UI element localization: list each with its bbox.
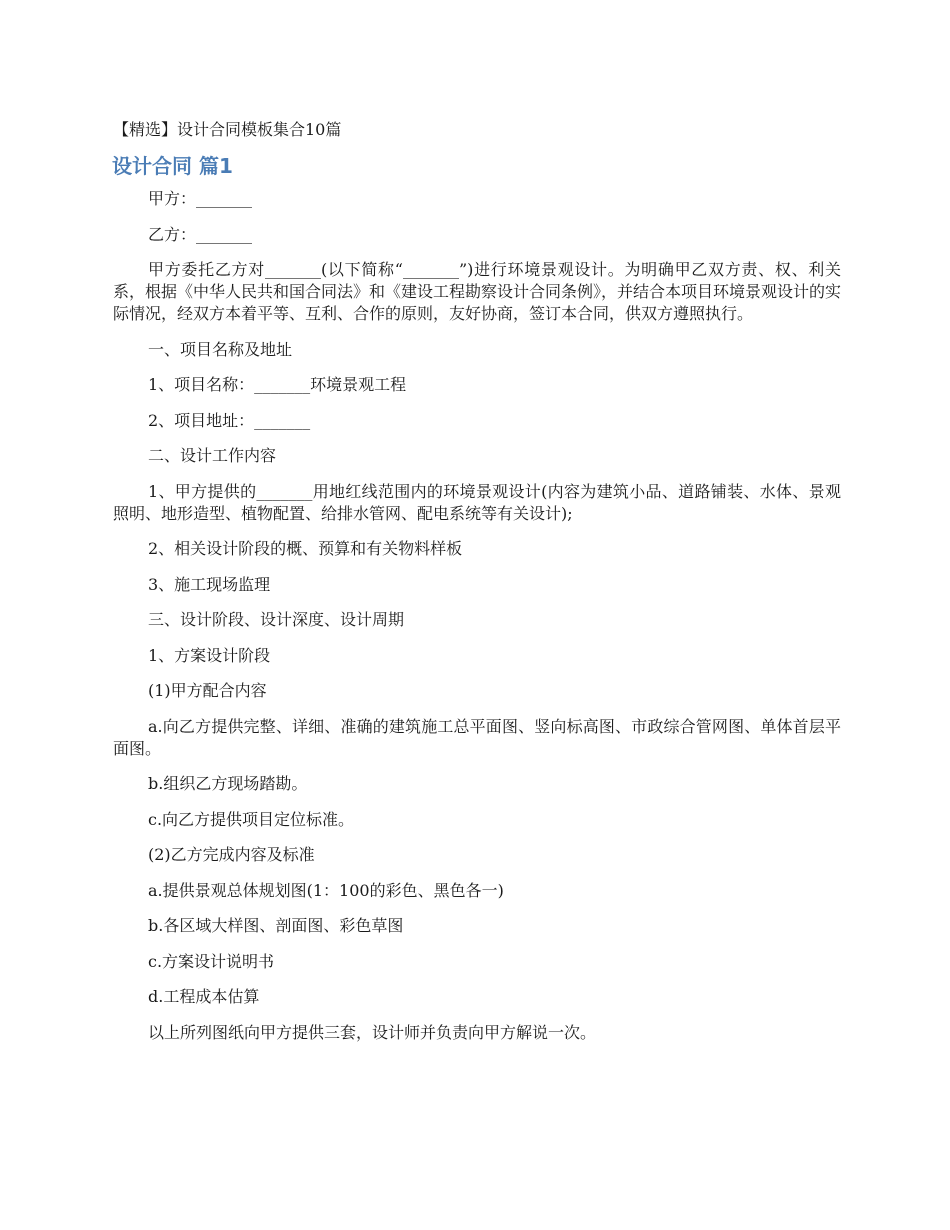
clause-heading-1: 一、项目名称及地址 bbox=[148, 339, 293, 359]
clause-item: 1、方案设计阶段 bbox=[148, 645, 271, 665]
clause-item: 2、项目地址：_______ bbox=[148, 410, 311, 430]
clause-heading-2: 二、设计工作内容 bbox=[148, 446, 277, 465]
clause-subitem: a.提供景观总体规划图(1：100的彩色、黑色各一) bbox=[148, 880, 504, 900]
party-b-line: 乙方：_______ bbox=[148, 224, 253, 244]
clause-subitem: b.各区域大样图、剖面图、彩色草图 bbox=[148, 916, 404, 935]
clause-subitem: b.组织乙方现场踏勘。 bbox=[148, 774, 308, 793]
clause-subitem: d.工程成本估算 bbox=[148, 987, 260, 1006]
clause-subitem: 以上所列图纸向甲方提供三套，设计师并负责向甲方解说一次。 bbox=[148, 1022, 597, 1042]
clause-subitem: a.向乙方提供完整、详细、准确的建筑施工总平面图、竖向标高图、市政综合管网图、单体首层平面图。 bbox=[113, 716, 841, 758]
clause-subitem: (2)乙方完成内容及标准 bbox=[148, 845, 315, 864]
preamble-paragraph: 甲方委托乙方对_______(以下简称“_______”)进行环境景观设计。为明确甲乙双方责、权、利关系，根据《中华人民共和国合同法》和《建设工程勘察设计合同条例》，并结合本项目环境景观设计的实际情况，经双方本着平等、互利、合作的原则，友好协商，签订本合同，供双方遵照执行。 bbox=[113, 260, 842, 323]
clause-item: 1、项目名称：_______环境景观工程 bbox=[148, 375, 407, 394]
clause-subitem: c.向乙方提供项目定位标准。 bbox=[148, 809, 355, 829]
section-heading: 设计合同 篇1 bbox=[112, 154, 233, 178]
clause-item: 3、施工现场监理 bbox=[148, 574, 271, 594]
clause-item: 2、相关设计阶段的概、预算和有关物料样板 bbox=[148, 539, 463, 558]
party-a-line: 甲方：_______ bbox=[148, 189, 253, 208]
clause-subitem: (1)甲方配合内容 bbox=[148, 681, 267, 700]
clause-subitem: c.方案设计说明书 bbox=[148, 951, 275, 971]
clause-item: 1、甲方提供的_______用地红线范围内的环境景观设计(内容为建筑小品、道路铺装、水体、景观照明、地形造型、植物配置、给排水管网、配电系统等有关设计); bbox=[113, 481, 841, 523]
document-title: 【精选】设计合同模板集合10篇 bbox=[113, 120, 342, 139]
clause-heading-3: 三、设计阶段、设计深度、设计周期 bbox=[148, 610, 405, 629]
document-page bbox=[113, 118, 841, 1057]
